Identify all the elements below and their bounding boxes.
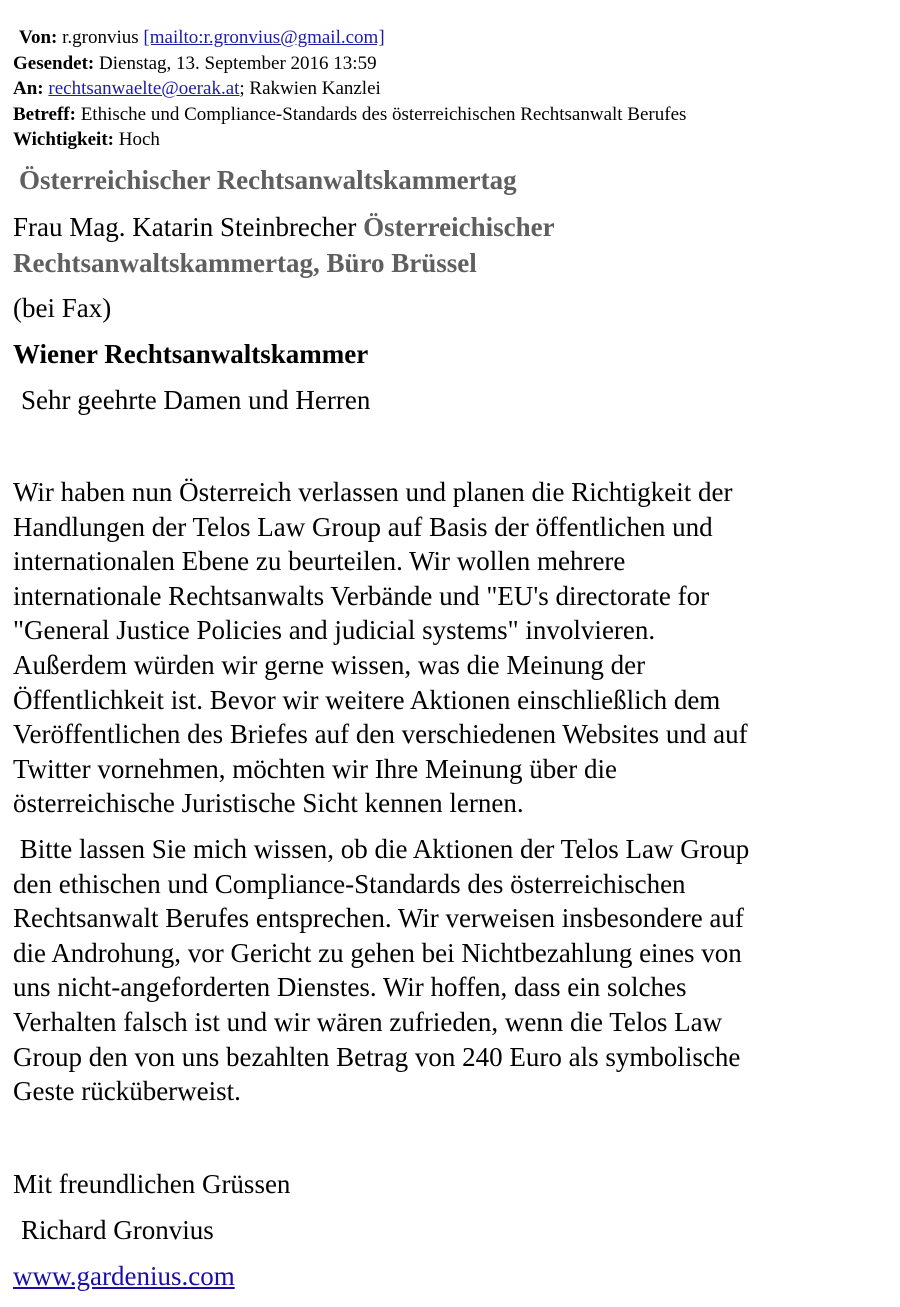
- from-name: r.gronvius: [62, 27, 139, 48]
- paragraph-line: Bitte lassen Sie mich wissen, ob die Aktionen der Telos Law Group: [13, 834, 750, 864]
- from-label: Von:: [19, 27, 58, 48]
- importance-label: Wichtigkeit:: [13, 129, 114, 150]
- importance-line: [13, 127, 686, 153]
- from-mailto-link[interactable]: [mailto:r.gronvius@gmail.com]: [143, 27, 385, 48]
- org-title: Österreichischer Rechtsanwaltskammertag: [19, 165, 517, 195]
- recipient-org-1: Österreichischer: [363, 212, 555, 242]
- to-label: An:: [13, 78, 44, 99]
- sent-value: Dienstag, 13. September 2016 13:59: [99, 52, 377, 74]
- email-header: [13, 25, 686, 153]
- recipient-line-1: [13, 210, 555, 245]
- importance-value: Hoch: [118, 129, 160, 150]
- salutation: Sehr geehrte Damen und Herren: [21, 385, 371, 415]
- paragraph-2: [13, 832, 873, 1109]
- paragraph-line: die Androhung, vor Gericht zu gehen bei Nichtbezahlung eines von: [13, 937, 742, 968]
- paragraph-line: Außerdem würden wir gerne wissen, was die Meinung der: [13, 649, 646, 680]
- subject-label: Betreff:: [13, 103, 76, 125]
- second-org: Wiener Rechtsanwaltskammer: [13, 339, 369, 369]
- closing: Mit freundlichen Grüssen: [13, 1169, 291, 1199]
- fax-note: (bei Fax): [13, 293, 112, 323]
- paragraph-line: internationale Rechtsanwalts Verbände und "EU's directorate for: [13, 580, 710, 611]
- to-line: [13, 76, 686, 102]
- sent-line: [13, 51, 686, 77]
- paragraph-line: österreichische Juristische Sicht kennen lernen.: [13, 788, 524, 819]
- paragraph-line: Öffentlichkeit ist. Bevor wir weitere Aktionen einschließlich dem: [13, 684, 721, 715]
- subject-line: [13, 102, 686, 128]
- recipient-person: Frau Mag. Katarin Steinbrecher: [13, 212, 357, 242]
- paragraph-line: Group den von uns bezahlten Betrag von 240 Euro als symbolische: [13, 1041, 741, 1072]
- subject-value: Ethische und Compliance-Standards des österreichischen Rechtsanwalt Berufes: [80, 103, 687, 125]
- to-rest: ; Rakwien Kanzlei: [239, 78, 381, 99]
- paragraph-line: "General Justice Policies and judicial systems" involvieren.: [13, 615, 656, 646]
- paragraph-1: [13, 475, 873, 821]
- sent-label: Gesendet:: [13, 52, 95, 74]
- recipient-org-2: Rechtsanwaltskammertag, Büro Brüssel: [13, 248, 477, 278]
- paragraph-line: Wir haben nun Österreich verlassen und planen die Richtigkeit der: [13, 477, 733, 507]
- paragraph-line: Handlungen der Telos Law Group auf Basis der öffentlichen und: [13, 511, 713, 542]
- website-line: [13, 1259, 235, 1294]
- website-link[interactable]: www.gardenius.com: [13, 1261, 235, 1291]
- to-email-link[interactable]: rechtsanwaelte@oerak.at: [48, 78, 240, 99]
- paragraph-line: internationalen Ebene zu beurteilen. Wir wollen mehrere: [13, 546, 626, 577]
- paragraph-line: Twitter vornehmen, möchten wir Ihre Meinung über die: [13, 753, 617, 784]
- paragraph-line: Geste rücküberweist.: [13, 1076, 241, 1107]
- from-line: [13, 25, 686, 51]
- paragraph-line: den ethischen und Compliance-Standards des österreichischen: [13, 868, 686, 899]
- paragraph-line: Veröffentlichen des Briefes auf den verschiedenen Websites und auf: [13, 719, 748, 750]
- signature-name: Richard Gronvius: [21, 1215, 214, 1245]
- paragraph-line: Rechtsanwalt Berufes entsprechen. Wir verweisen insbesondere auf: [13, 903, 744, 934]
- paragraph-line: Verhalten falsch ist und wir wären zufrieden, wenn die Telos Law: [13, 1006, 723, 1037]
- paragraph-line: uns nicht-angeforderten Dienstes. Wir hoffen, dass ein solches: [13, 972, 687, 1003]
